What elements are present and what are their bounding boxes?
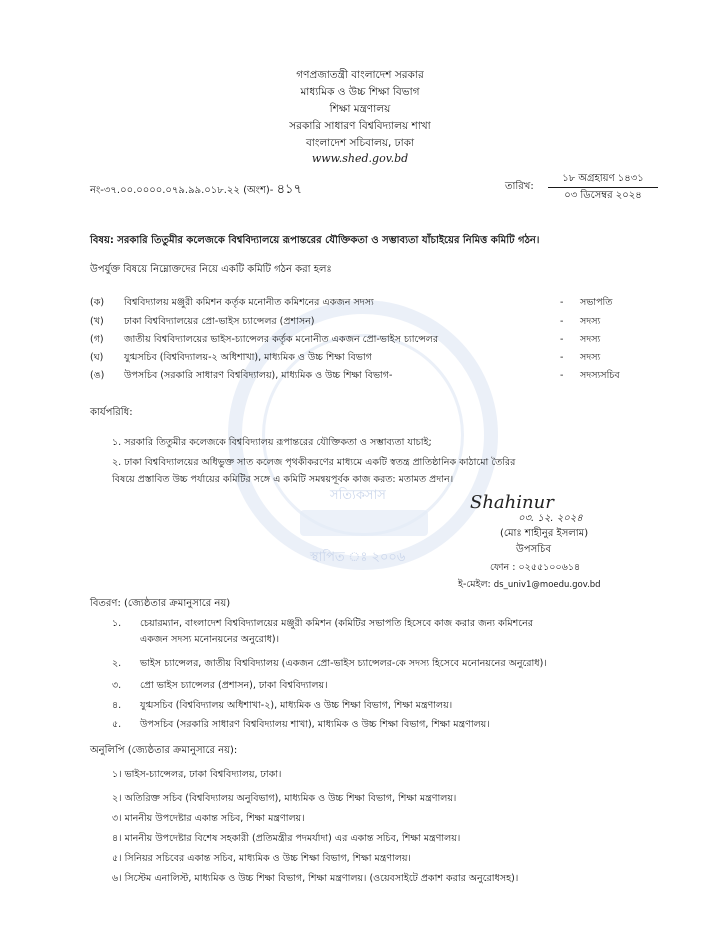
header-section: সরকারি সাধারণ বিশ্ববিদ্যালয় শাখা xyxy=(289,120,431,132)
committee-member: উপসচিব (সরকারি সাধারণ বিশ্ববিদ্যালয়), মাধ্যমিক ও উচ্চ শিক্ষা বিভাগ- xyxy=(124,370,393,381)
committee-member: বিশ্ববিদ্যালয় মঞ্জুরী কমিশন কর্তৃক মনোনীত কমিশনের একজন সদস্য xyxy=(124,297,374,308)
committee-member: জাতীয় বিশ্ববিদ্যালয়ের ভাইস-চ্যান্সেলর কর্তৃক মনোনীত একজন প্রো-ভাইস চ্যান্সেলর xyxy=(124,334,439,345)
committee-role: সদস্য xyxy=(580,352,601,363)
committee-member: যুগ্মসচিব (বিশ্ববিদ্যালয়-২ অধিশাখা), মাধ্যমিক ও উচ্চ শিক্ষা বিভাগ xyxy=(124,352,372,363)
committee-mark: (গ) xyxy=(90,334,104,345)
tor-item: ১. সরকারি তিতুমীর কলেজকে বিশ্ববিদ্যালয় রূপান্তরের যৌক্তিকতা ও সম্ভাব্যতা যাচাই; xyxy=(112,437,432,448)
distribution-item-continued: একজন সদস্য মনোনয়নের অনুরোধ)। xyxy=(140,634,280,645)
copy-item: ১। ভাইস-চ্যান্সেলর, ঢাকা বিশ্ববিদ্যালয়, ঢাকা। xyxy=(112,769,282,780)
distribution-num: ৪. xyxy=(112,700,122,711)
watermark-banner xyxy=(300,510,428,536)
memo-number-text: নং-৩৭.০০.০০০০.০৭৯.৯৯.০১৮.২২ (অংশ)- xyxy=(90,185,274,196)
copy-item: ৬। সিস্টেম এনালিস্ট, মাধ্যমিক ও উচ্চ শিক্ষা বিভাগ, শিক্ষা মন্ত্রণালয়। (ওয়েবসাইটে প্রকাশ করার অনুরোধসহ)। xyxy=(112,873,519,884)
signature-date: ০৩. ১২. ২০২৪ xyxy=(518,513,583,524)
copy-item: ২। অতিরিক্ত সচিব (বিশ্ববিদ্যালয় অনুবিভাগ), মাধ্যমিক ও উচ্চ শিক্ষা বিভাগ, শিক্ষা মন্ত্রণালয়। xyxy=(112,793,457,804)
memo-number xyxy=(90,183,302,198)
copy-item: ৫। সিনিয়র সচিবের একান্ত সচিব, মাধ্যমিক ও উচ্চ শিক্ষা বিভাগ, শিক্ষা মন্ত্রণালয়। xyxy=(112,853,411,864)
committee-role: সদস্য xyxy=(580,334,601,345)
subject-line: বিষয়: সরকারি তিতুমীর কলেজকে বিশ্ববিদ্যালয়ে রূপান্তরের যৌক্তিকতা ও সম্ভাব্যতা যাঁচাইয়ের নিমিত্ত কমিটি গঠন। xyxy=(90,235,540,246)
date-bangla: ১৮ অগ্রহায়ণ ১৪৩১ xyxy=(562,173,644,184)
distribution-num: ২. xyxy=(112,658,122,669)
copy-heading: অনুলিপি (জ্যেষ্ঠতার ক্রমানুসারে নয়): xyxy=(90,745,238,756)
date-divider xyxy=(548,187,658,188)
date-english: ০৩ ডিসেম্বর ২০২৪ xyxy=(564,190,642,201)
header-division: মাধ্যমিক ও উচ্চ শিক্ষা বিভাগ xyxy=(300,86,420,98)
committee-mark: (খ) xyxy=(90,316,104,327)
header-website: www.shed.gov.bd xyxy=(311,152,409,165)
committee-role: সদস্য xyxy=(580,316,601,327)
header-government: গণপ্রজাতন্ত্রী বাংলাদেশ সরকার xyxy=(296,69,424,81)
copy-item: ৪। মাননীয় উপদেষ্টার বিশেষ সহকারী (প্রতিমন্ত্রীর পদমর্যাদা) এর একান্ত সচিব, শিক্ষা মন্ত্রণালয়। xyxy=(112,833,461,844)
distribution-num: ৩. xyxy=(112,680,122,691)
committee-dash: - xyxy=(560,352,564,363)
committee-dash: - xyxy=(560,334,564,345)
distribution-item: চেয়ারম্যান, বাংলাদেশ বিশ্ববিদ্যালয়ের মঞ্জুরী কমিশন (কমিটির সভাপতি হিসেবে কাজ করার জন্য কমিশনের xyxy=(140,618,533,629)
committee-member: ঢাকা বিশ্ববিদ্যালয়ের প্রো-ভাইস চ্যান্সেলর (প্রশাসন) xyxy=(124,316,315,327)
committee-dash: - xyxy=(560,297,564,308)
committee-dash: - xyxy=(560,370,564,381)
signatory-phone: ফোন : ০২৫৫১০০৬১৪ xyxy=(490,562,581,573)
distribution-heading: বিতরণ: (জ্যেষ্ঠতার ক্রমানুসারে নয়) xyxy=(90,598,231,609)
email-address: ds_univ1@moedu.gov.bd xyxy=(493,580,601,590)
date-label: তারিখ: xyxy=(505,181,534,192)
signatory-email-line xyxy=(458,578,601,592)
copy-item: ৩। মাননীয় উপদেষ্টার একান্ত সচিব, শিক্ষা মন্ত্রণালয়। xyxy=(112,813,305,824)
email-label: ই-মেইল: xyxy=(458,579,491,590)
intro-line: উপর্যুক্ত বিষয়ে নিম্নোক্তদের নিয়ে একটি কমিটি গঠন করা হলঃ xyxy=(90,264,332,275)
distribution-item: উপসচিব (সরকারি সাধারণ বিশ্ববিদ্যালয় শাখা), মাধ্যমিক ও উচ্চ শিক্ষা বিভাগ, শিক্ষা মন্ত্রণালয়। xyxy=(140,719,490,730)
signature-scrawl: Shahinur xyxy=(470,492,554,513)
memo-serial: ৪১৭ xyxy=(276,182,302,197)
watermark-motto: সত্যিকসাস xyxy=(330,488,386,503)
tor-heading: কার্যপরিধি: xyxy=(90,407,133,418)
committee-mark: (ক) xyxy=(90,297,105,308)
watermark-established: স্থাপিত ঃ ২০০৬ xyxy=(310,550,406,565)
committee-role: সদস্যসচিব xyxy=(580,370,620,381)
header-secretariat: বাংলাদেশ সচিবালয়, ঢাকা xyxy=(305,137,415,149)
committee-mark: (ঙ) xyxy=(90,370,105,381)
distribution-item: ভাইস চ্যান্সেলর, জাতীয় বিশ্ববিদ্যালয় (একজন প্রো-ভাইস চ্যান্সেলর-কে সদস্য হিসেবে মনোনয়নের অনুরোধ)। xyxy=(140,658,547,669)
header-ministry: শিক্ষা মন্ত্রণালয় xyxy=(329,103,391,115)
distribution-item: প্রো ভাইস চ্যান্সেলর (প্রশাসন), ঢাকা বিশ্ববিদ্যালয়। xyxy=(140,680,328,691)
tor-item: ২. ঢাকা বিশ্ববিদ্যালয়ের অধিভুক্ত সাত কলেজ পৃথকীকরণের মাধ্যমে একটি স্বতন্ত্র প্রাতিষ্ঠানিক কাঠামো তৈরির xyxy=(112,457,516,468)
signatory-name: (মোঃ শাহীনুর ইসলাম) xyxy=(500,528,589,539)
distribution-num: ৫. xyxy=(112,719,122,730)
committee-dash: - xyxy=(560,316,564,327)
distribution-num: ১. xyxy=(112,618,122,629)
signatory-designation: উপসচিব xyxy=(516,544,552,555)
memo-date xyxy=(548,172,658,203)
tor-item-continued: বিষয়ে প্রস্তাবিত উচ্চ পর্যায়ের কমিটির সঙ্গে এ কমিটি সমন্বয়পূর্বক কাজ করত: মতামত প্রদান। xyxy=(112,474,454,485)
distribution-item: যুগ্মসচিব (বিশ্ববিদ্যালয় অধিশাখা-২), মাধ্যমিক ও উচ্চ শিক্ষা বিভাগ, শিক্ষা মন্ত্রণালয়। xyxy=(140,700,453,711)
committee-role: সভাপতি xyxy=(580,297,613,308)
committee-mark: (ঘ) xyxy=(90,352,104,363)
